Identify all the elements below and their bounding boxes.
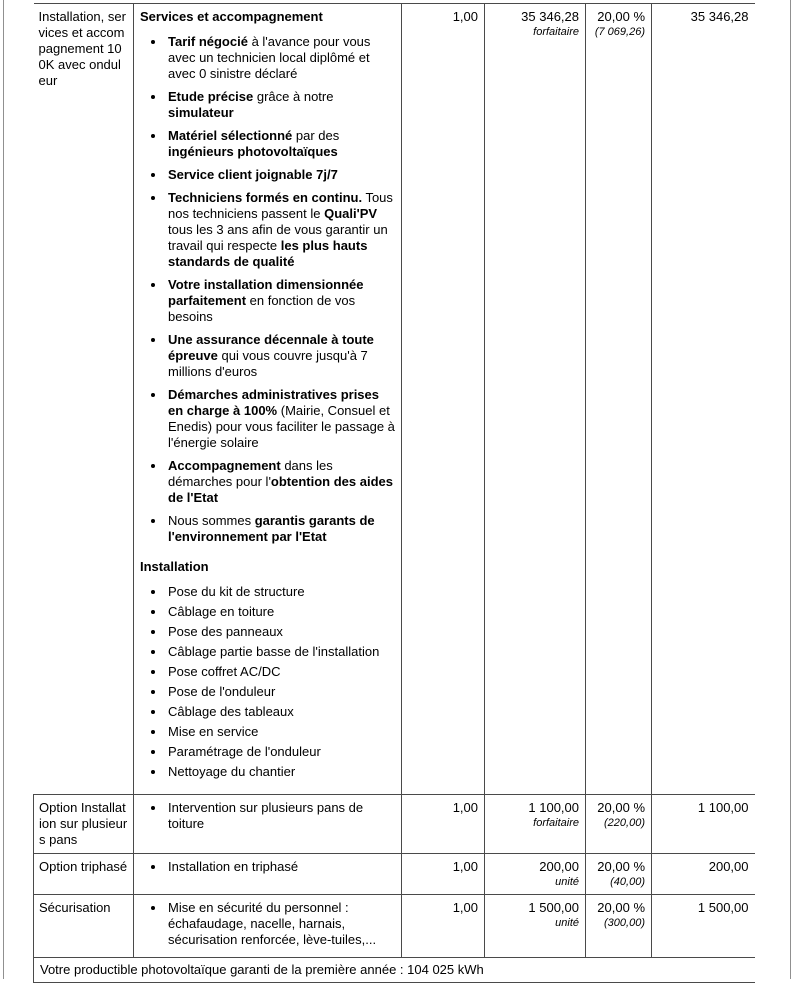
vat-rate: 20,00 % <box>597 9 645 24</box>
item-description-cell <box>134 854 402 895</box>
unit-price-cell <box>485 795 586 854</box>
bullet-item <box>166 277 395 325</box>
unit-price-amount: 1 100,00 <box>528 800 579 815</box>
regular-text: dans les démarches pour l' <box>168 458 333 489</box>
total-cell: 1 100,00 <box>652 795 755 854</box>
bold-text: ingénieurs photovoltaïques <box>168 144 338 159</box>
bold-text: obtention des aides de l'Etat <box>168 474 393 505</box>
bold-text: garantis garants de l'environnement par l'Etat <box>168 513 375 544</box>
section-heading: Services et accompagnement <box>140 9 323 24</box>
regular-text: Nettoyage du chantier <box>168 764 296 779</box>
item-description-cell <box>134 795 402 854</box>
regular-text: tous les 3 ans afin de vous garantir un travail qui respecte <box>168 222 388 253</box>
vat-cell <box>586 854 652 895</box>
bullet-list <box>140 859 395 875</box>
bullet-item <box>166 34 395 82</box>
quote-table <box>33 3 755 983</box>
regular-text: Pose coffret AC/DC <box>168 664 281 679</box>
bullet-item <box>166 764 395 780</box>
regular-text: Intervention sur plusieurs pans de toiture <box>168 800 364 831</box>
bold-text: Une assurance décennale à toute épreuve <box>168 332 374 363</box>
bold-text: Matériel sélectionné <box>168 128 293 143</box>
quantity-cell: 1,00 <box>402 795 485 854</box>
price-unit-label: forfaitaire <box>533 817 579 829</box>
bullet-list <box>140 34 395 545</box>
vat-cell <box>586 795 652 854</box>
regular-text: Câblage des tableaux <box>168 704 294 719</box>
bold-text: Techniciens formés en continu. <box>168 190 363 205</box>
regular-text: Tous nos techniciens passent le <box>168 190 393 221</box>
vat-rate: 20,00 % <box>597 859 645 874</box>
bold-text: Accompagnement <box>168 458 281 473</box>
vat-amount: (40,00) <box>610 876 645 888</box>
item-description-cell <box>134 895 402 958</box>
regular-text: qui vous couvre jusqu'à 7 millions d'euros <box>168 348 368 379</box>
item-label-cell: Sécurisation <box>34 895 134 958</box>
vat-amount: (300,00) <box>604 917 645 929</box>
bullet-item <box>166 900 395 948</box>
item-row <box>34 4 755 795</box>
bullet-list <box>140 900 395 948</box>
bold-text: Tarif négocié <box>168 34 248 49</box>
regular-text: (Mairie, Consuel et Enedis) pour vous faciliter le passage à l'énergie solaire <box>168 403 395 450</box>
bullet-item <box>166 624 395 640</box>
vat-amount: (220,00) <box>604 817 645 829</box>
regular-text: Pose du kit de structure <box>168 584 305 599</box>
unit-price-amount: 200,00 <box>539 859 579 874</box>
item-row <box>34 854 755 895</box>
bullet-item <box>166 387 395 451</box>
regular-text: à l'avance pour vous avec un technicien local diplômé et avec 0 sinistre déclaré <box>168 34 371 81</box>
regular-text: Pose de l'onduleur <box>168 684 276 699</box>
footer-note: Votre productible photovoltaïque garanti de la première année : 104 025 kWh <box>34 958 755 983</box>
bullet-item <box>166 664 395 680</box>
bullet-item <box>166 332 395 380</box>
vat-cell <box>586 895 652 958</box>
bullet-item <box>166 744 395 760</box>
total-cell: 1 500,00 <box>652 895 755 958</box>
price-unit-label: forfaitaire <box>533 26 579 38</box>
bullet-item <box>166 644 395 660</box>
item-label-cell: Option Installation sur plusieurs pans <box>34 795 134 854</box>
bullet-item <box>166 859 395 875</box>
regular-text: Installation en triphasé <box>168 859 299 874</box>
quantity-cell: 1,00 <box>402 895 485 958</box>
bullet-item <box>166 128 395 160</box>
quantity-cell: 1,00 <box>402 4 485 795</box>
regular-text: Paramétrage de l'onduleur <box>168 744 321 759</box>
price-unit-label: unité <box>555 876 579 888</box>
document-page <box>3 0 791 979</box>
vat-rate: 20,00 % <box>597 900 645 915</box>
regular-text: grâce à notre <box>253 89 334 104</box>
bullet-item <box>166 800 395 832</box>
unit-price-cell <box>485 4 586 795</box>
bullet-list <box>140 800 395 832</box>
item-description-cell <box>134 4 402 795</box>
item-label-cell: Installation, services et accompagnement 100K avec onduleur <box>34 4 134 795</box>
regular-text: Mise en sécurité du personnel : échafaudage, nacelle, harnais, sécurisation renforcée, lève-tuiles,... <box>168 900 377 947</box>
item-description <box>140 800 395 836</box>
bold-text: Votre installation dimensionnée parfaitement <box>168 277 364 308</box>
bullet-item <box>166 724 395 740</box>
vat-amount: (7 069,26) <box>594 26 645 38</box>
regular-text: Pose des panneaux <box>168 624 283 639</box>
bold-text: Démarches administratives prises en charge à 100% <box>168 387 379 418</box>
total-cell: 200,00 <box>652 854 755 895</box>
item-row <box>34 795 755 854</box>
bold-text: simulateur <box>168 105 234 120</box>
quantity-cell: 1,00 <box>402 854 485 895</box>
price-unit-label: unité <box>555 917 579 929</box>
bold-text: les plus hauts standards de qualité <box>168 238 368 269</box>
bold-text: Service client joignable 7j/7 <box>168 167 338 182</box>
bullet-item <box>166 584 395 600</box>
unit-price-cell <box>485 895 586 958</box>
quote-table-body <box>34 4 755 958</box>
regular-text: Câblage en toiture <box>168 604 275 619</box>
unit-price-cell <box>485 854 586 895</box>
bullet-list <box>140 584 395 780</box>
bullet-item <box>166 89 395 121</box>
vat-cell <box>586 4 652 795</box>
item-description <box>140 9 395 784</box>
regular-text: par des <box>292 128 340 143</box>
bullet-item <box>166 684 395 700</box>
regular-text: Nous sommes <box>168 513 255 528</box>
unit-price-amount: 35 346,28 <box>521 9 579 24</box>
bold-text: Etude précise <box>168 89 254 104</box>
regular-text: Mise en service <box>168 724 259 739</box>
regular-text: Câblage partie basse de l'installation <box>168 644 380 659</box>
bullet-item <box>166 458 395 506</box>
item-row <box>34 895 755 958</box>
item-description <box>140 859 395 879</box>
unit-price-amount: 1 500,00 <box>528 900 579 915</box>
item-description <box>140 900 395 952</box>
bullet-item <box>166 167 395 183</box>
bullet-item <box>166 190 395 270</box>
bullet-item <box>166 704 395 720</box>
section-heading: Installation <box>140 559 209 574</box>
item-label-cell: Option triphasé <box>34 854 134 895</box>
total-cell: 35 346,28 <box>652 4 755 795</box>
bullet-item <box>166 513 395 545</box>
bullet-item <box>166 604 395 620</box>
bold-text: Quali'PV <box>324 206 378 221</box>
regular-text: en fonction de vos besoins <box>168 293 356 324</box>
vat-rate: 20,00 % <box>597 800 645 815</box>
